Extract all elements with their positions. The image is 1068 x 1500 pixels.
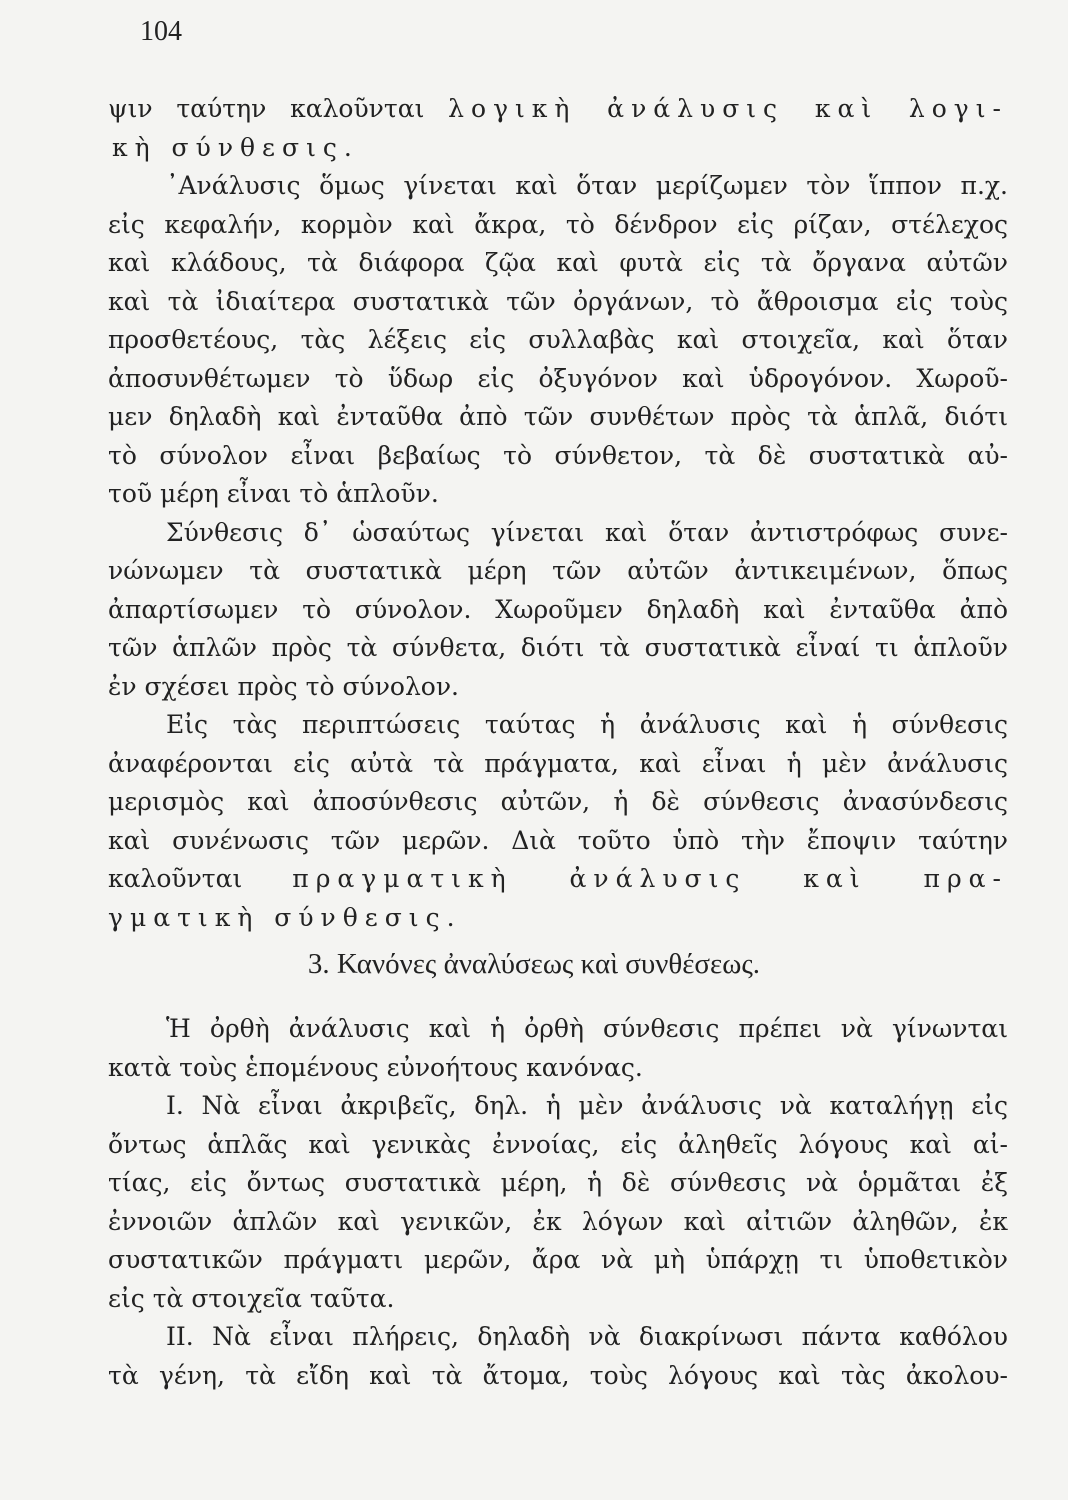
section-heading: 3. Κανόνες ἀναλύσεως καὶ συνθέσεως. <box>307 948 761 980</box>
text-line: Σύνθεσις δ᾿ ὡσαύτως γίνεται καὶ ὅταν ἀντιστρόφως συνε- <box>166 517 1008 547</box>
text-line: Εἰς τὰς περιπτώσεις ταύτας ἡ ἀνάλυσις καὶ ἡ σύνθεσις <box>166 710 1008 739</box>
text-line: ὄντως ἁπλᾶς καὶ γενικὰς ἐννοίας, εἰς ἀληθεῖς λόγους καὶ αἰ- <box>108 1129 1008 1159</box>
spaced-term-line: κὴ σύνθεσις. <box>112 132 359 162</box>
text-segment: καλοῦνται <box>108 864 243 893</box>
spaced-term: πραγματικὴ ἀνάλυσις καὶ πρα- <box>292 864 1008 893</box>
spaced-term-line: γματικὴ σύνθεσις. <box>108 902 462 932</box>
text-line: νώνωμεν τὰ συστατικὰ μέρη τῶν αὐτῶν ἀντικειμένων, ὅπως <box>108 556 1008 585</box>
text-line: μεν δηλαδὴ καὶ ἐνταῦθα ἀπὸ τῶν συνθέτων πρὸς τὰ ἁπλᾶ, διότι <box>108 402 1008 431</box>
body-text-upper <box>108 90 1008 937</box>
text-line: εἰς τὰ στοιχεῖα ταῦτα. <box>108 1283 395 1313</box>
text-line: προσθετέους, τὰς λέξεις εἰς συλλαβὰς καὶ στοιχεῖα, καὶ ὅταν <box>108 325 1008 354</box>
text-line: κατὰ τοὺς ἑπομένους εὐνοήτους κανόνας. <box>108 1052 643 1082</box>
text-line: τοῦ μέρη εἶναι τὸ ἁπλοῦν. <box>108 479 439 508</box>
text-line: καὶ συνένωσις τῶν μερῶν. Διὰ τοῦτο ὑπὸ τὴν ἔποψιν ταύτην <box>108 825 1008 855</box>
text-line: τῶν ἁπλῶν πρὸς τὰ σύνθετα, διότι τὰ συστατικὰ εἶναί τι ἁπλοῦν <box>108 633 1008 662</box>
body-text-lower <box>108 1010 1008 1395</box>
text-line: ἀπαρτίσωμεν τὸ σύνολον. Χωροῦμεν δηλαδὴ καὶ ἐνταῦθα ἀπὸ <box>108 594 1008 624</box>
text-line <box>108 90 1008 129</box>
text-line: ἐν σχέσει πρὸς τὸ σύνολον. <box>108 671 460 701</box>
text-line: ἐννοιῶν ἁπλῶν καὶ γενικῶν, ἐκ λόγων καὶ αἰτιῶν ἀληθῶν, ἐκ <box>108 1206 1008 1236</box>
text-line: καὶ κλάδους, τὰ διάφορα ζῷα καὶ φυτὰ εἰς τὰ ὄργανα αὐτῶν <box>108 248 1008 277</box>
text-line: I. Νὰ εἶναι ἀκριβεῖς, δηλ. ἡ μὲν ἀνάλυσις νὰ καταλήγῃ εἰς <box>166 1091 1008 1120</box>
text-line: ἀναφέρονται εἰς αὐτὰ τὰ πράγματα, καὶ εἶναι ἡ μὲν ἀνάλυσις <box>108 748 1008 778</box>
text-segment: ψιν ταύτην καλοῦνται <box>108 94 425 123</box>
text-line <box>108 860 1008 899</box>
text-line: καὶ τὰ ἰδιαίτερα συστατικὰ τῶν ὀργάνων, τὸ ἄθροισμα εἰς τοὺς <box>108 286 1008 316</box>
text-line: τὰ γένη, τὰ εἴδη καὶ τὰ ἄτομα, τοὺς λόγους καὶ τὰς ἀκολου- <box>108 1360 1008 1390</box>
text-line: ᾿Ανάλυσις ὅμως γίνεται καὶ ὅταν μερίζωμεν τὸν ἵππον π.χ. <box>166 171 1008 200</box>
text-line: ἀποσυνθέτωμεν τὸ ὕδωρ εἰς ὀξυγόνον καὶ ὑδρογόνον. Χωροῦ- <box>108 363 1008 393</box>
text-line: εἰς κεφαλήν, κορμὸν καὶ ἄκρα, τὸ δένδρον εἰς ρίζαν, στέλεχος <box>108 209 1008 239</box>
text-line: II. Νὰ εἶναι πλήρεις, δηλαδὴ νὰ διακρίνωσι πάντα καθόλου <box>166 1322 1008 1351</box>
page-number: 104 <box>140 16 182 47</box>
text-line: τίας, εἰς ὄντως συστατικὰ μέρη, ἡ δὲ σύνθεσις νὰ ὁρμᾶται ἐξ <box>108 1168 1008 1197</box>
spaced-term: λογικὴ ἀνάλυσις καὶ λογι- <box>448 94 1009 123</box>
text-line: τὸ σύνολον εἶναι βεβαίως τὸ σύνθετον, τὰ δὲ συστατικὰ αὐ- <box>108 440 1008 470</box>
text-line: μερισμὸς καὶ ἀποσύνθεσις αὐτῶν, ἡ δὲ σύνθεσις ἀνασύνδεσις <box>108 787 1008 816</box>
text-line: συστατικῶν πράγματι μερῶν, ἄρα νὰ μὴ ὑπάρχῃ τι ὑποθετικὸν <box>108 1245 1008 1274</box>
text-line: Ἡ ὀρθὴ ἀνάλυσις καὶ ἡ ὀρθὴ σύνθεσις πρέπει νὰ γίνωνται <box>166 1014 1008 1043</box>
